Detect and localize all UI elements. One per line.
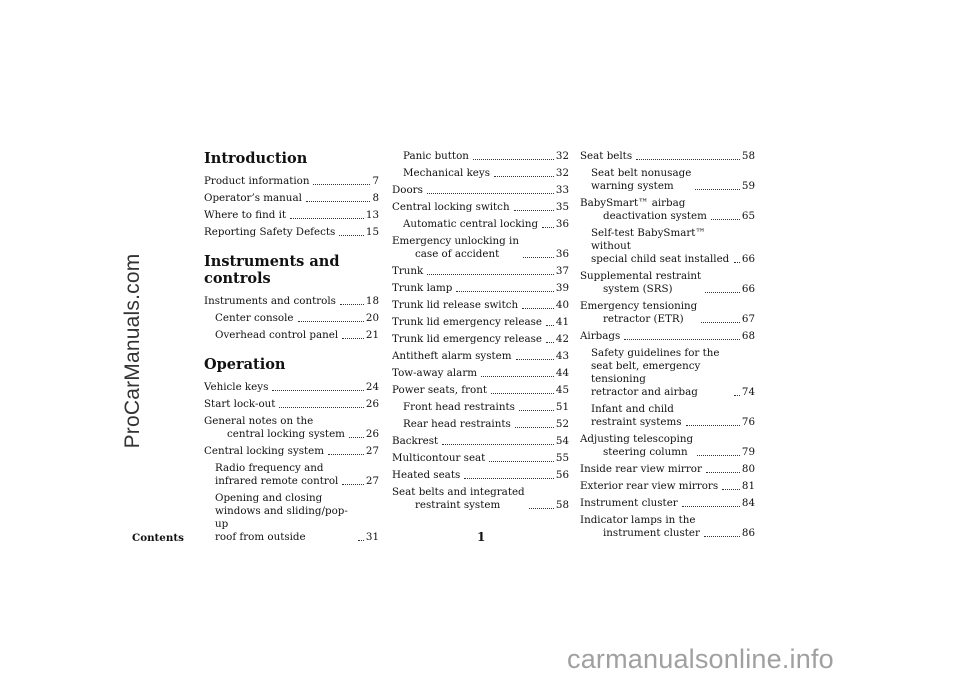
section-heading: Instruments and controls	[204, 253, 340, 287]
toc-entry[interactable]	[392, 350, 569, 363]
section-heading: Operation	[204, 356, 286, 373]
toc-entry-label: Opening and closing windows and sliding/pop-up roof from outside	[215, 492, 348, 543]
toc-entry-page: 13	[365, 209, 379, 221]
toc-entry-page: 32	[555, 167, 569, 179]
toc-entry-page: 24	[365, 381, 379, 393]
dot-leader	[306, 201, 371, 202]
toc-entry-label: General notes on the central locking system	[204, 415, 345, 440]
dot-leader	[272, 390, 364, 391]
dot-leader	[290, 218, 364, 219]
toc-entry-page: 7	[372, 175, 379, 187]
toc-entry-page: 33	[555, 184, 569, 196]
toc-entry[interactable]	[392, 265, 569, 278]
toc-entry-page: 20	[365, 312, 379, 324]
toc-entry-page: 39	[555, 282, 569, 294]
toc-entry-label: Supplemental restraint system (SRS)	[580, 270, 702, 295]
dot-leader	[427, 274, 554, 275]
toc-entry-page: 42	[555, 333, 569, 345]
dot-leader	[624, 339, 740, 340]
toc-entry-page: 44	[555, 367, 569, 379]
dot-leader	[342, 338, 364, 339]
toc-entry[interactable]	[204, 462, 379, 488]
toc-entry-page: 84	[741, 497, 755, 509]
dot-leader	[519, 410, 554, 411]
toc-entry-label: Seat belts and integrated restraint system	[392, 486, 525, 511]
dot-leader	[313, 184, 370, 185]
toc-entry[interactable]	[580, 227, 755, 266]
section-heading: Introduction	[204, 150, 308, 167]
toc-entry[interactable]	[204, 295, 379, 308]
toc-entry-page: 26	[365, 398, 379, 410]
toc-entry[interactable]	[392, 435, 569, 448]
toc-entry-label: Center console	[215, 312, 294, 324]
dot-leader	[442, 444, 554, 445]
dot-leader	[529, 508, 554, 509]
toc-entry-page: 45	[555, 384, 569, 396]
toc-entry-label: Operator’s manual	[204, 192, 302, 204]
dot-leader	[298, 321, 364, 322]
toc-entry-page: 81	[741, 480, 755, 492]
toc-entry[interactable]	[204, 329, 379, 342]
toc-entry-label: Central locking switch	[392, 201, 510, 213]
dot-leader	[682, 506, 740, 507]
dot-leader	[456, 291, 554, 292]
toc-entry-label: Doors	[392, 184, 423, 196]
footer-page-number: 1	[477, 530, 486, 544]
toc-entry-label: Adjusting telescoping steering column	[580, 433, 694, 458]
toc-entry[interactable]	[580, 167, 755, 193]
toc-entry-page: 56	[555, 469, 569, 481]
toc-entry-label: Vehicle keys	[204, 381, 269, 393]
toc-entry-label: Power seats, front	[392, 384, 487, 396]
toc-entry-label: Backrest	[392, 435, 439, 447]
dot-leader	[701, 322, 740, 323]
toc-entry-page: 51	[555, 401, 569, 413]
toc-entry[interactable]	[392, 333, 569, 346]
toc-entry[interactable]	[392, 316, 569, 329]
toc-entry-page: 27	[365, 445, 379, 457]
dot-leader	[711, 219, 740, 220]
toc-entry-label: Trunk lamp	[392, 282, 453, 294]
toc-entry-page: 43	[555, 350, 569, 362]
toc-entry-label: Exterior rear view mirrors	[580, 480, 719, 492]
toc-entry-page: 68	[741, 330, 755, 342]
dot-leader	[494, 176, 554, 177]
toc-entry-page: 21	[365, 329, 379, 341]
dot-leader	[464, 478, 554, 479]
toc-entry-page: 27	[365, 475, 379, 487]
toc-entry[interactable]	[204, 175, 379, 188]
side-watermark: ProCarManuals.com	[121, 253, 144, 449]
toc-entry[interactable]	[204, 398, 379, 411]
dot-leader	[342, 484, 364, 485]
toc-entry[interactable]	[392, 452, 569, 465]
dot-leader	[515, 427, 554, 428]
toc-entry-page: 66	[741, 283, 755, 295]
toc-entry-page: 52	[555, 418, 569, 430]
dot-leader	[328, 454, 364, 455]
toc-entry-page: 37	[555, 265, 569, 277]
toc-entry-page: 66	[741, 253, 755, 265]
toc-entry-label: BabySmart™ airbag deactivation system	[580, 197, 707, 222]
dot-leader	[546, 342, 554, 343]
toc-entry-page: 58	[555, 499, 569, 511]
toc-entry[interactable]	[204, 415, 379, 441]
dot-leader	[491, 393, 554, 394]
dot-leader	[349, 437, 364, 438]
dot-leader	[514, 210, 554, 211]
toc-entry-label: Reporting Safety Defects	[204, 226, 336, 238]
toc-entry-label: Self-test BabySmart™ without special child seat installed	[591, 227, 730, 265]
dot-leader	[722, 489, 740, 490]
toc-entry[interactable]	[580, 433, 755, 459]
toc-column-1	[204, 150, 379, 548]
toc-entry[interactable]	[392, 418, 569, 431]
toc-entry[interactable]	[392, 282, 569, 295]
toc-entry-label: Central locking system	[204, 445, 325, 457]
toc-entry-page: 15	[365, 226, 379, 238]
toc-entry[interactable]	[392, 167, 569, 180]
dot-leader	[481, 376, 554, 377]
toc-entry-label: Tow-away alarm	[392, 367, 477, 379]
dot-leader	[473, 159, 554, 160]
toc-entry-label: Seat belt nonusage warning system	[591, 167, 692, 192]
toc-entry-label: Seat belts	[580, 150, 633, 162]
toc-entry[interactable]	[204, 192, 379, 205]
dot-leader	[697, 455, 740, 456]
toc-entry-page: 79	[741, 446, 755, 458]
toc-entry-page: 76	[741, 416, 755, 428]
toc-entry[interactable]	[392, 150, 569, 163]
toc-entry[interactable]	[580, 330, 755, 343]
toc-entry[interactable]	[204, 445, 379, 458]
toc-entry-label: Rear head restraints	[403, 418, 511, 430]
dot-leader	[516, 359, 554, 360]
toc-entry[interactable]	[580, 403, 755, 429]
toc-entry[interactable]	[204, 381, 379, 394]
toc-entry-page: 74	[741, 386, 755, 398]
toc-entry-page: 26	[365, 428, 379, 440]
dot-leader	[427, 193, 554, 194]
toc-entry-page: 80	[741, 463, 755, 475]
toc-entry-label: Heated seats	[392, 469, 461, 481]
toc-entry[interactable]	[392, 201, 569, 214]
dot-leader	[340, 304, 364, 305]
toc-entry-page: 41	[555, 316, 569, 328]
toc-entry-label: Product information	[204, 175, 310, 187]
toc-entry-label: Start lock-out	[204, 398, 276, 410]
dot-leader	[523, 257, 554, 258]
toc-entry[interactable]	[580, 150, 755, 163]
toc-entry[interactable]	[580, 347, 755, 399]
toc-entry[interactable]	[580, 463, 755, 476]
toc-entry-page: 36	[555, 248, 569, 260]
toc-entry-page: 67	[741, 313, 755, 325]
toc-entry[interactable]	[580, 480, 755, 493]
toc-entry-page: 18	[365, 295, 379, 307]
toc-entry-label: Antitheft alarm system	[392, 350, 512, 362]
dot-leader	[704, 536, 740, 537]
toc-entry[interactable]	[204, 492, 379, 544]
toc-entry[interactable]	[580, 514, 755, 540]
toc-entry-label: Overhead control panel	[215, 329, 339, 341]
dot-leader	[279, 407, 363, 408]
dot-leader	[686, 425, 740, 426]
toc-entry-label: Mechanical keys	[403, 167, 491, 179]
toc-entry-label: Multicontour seat	[392, 452, 486, 464]
toc-entry[interactable]	[392, 469, 569, 482]
toc-entry[interactable]	[392, 384, 569, 397]
toc-column-3	[580, 150, 755, 544]
footer-section-label: Contents	[132, 532, 184, 544]
toc-entry[interactable]	[580, 270, 755, 296]
toc-entry-page: 36	[555, 218, 569, 230]
toc-entry-page: 86	[741, 527, 755, 539]
toc-entry-label: Instrument cluster	[580, 497, 678, 509]
toc-entry-page: 55	[555, 452, 569, 464]
dot-leader	[358, 540, 364, 541]
toc-entry-page: 32	[555, 150, 569, 162]
toc-entry[interactable]	[392, 218, 569, 231]
toc-entry[interactable]	[392, 235, 569, 261]
toc-entry-page: 35	[555, 201, 569, 213]
toc-entry[interactable]	[392, 486, 569, 512]
toc-entry[interactable]	[580, 197, 755, 223]
toc-entry-label: Inside rear view mirror	[580, 463, 702, 475]
dot-leader	[522, 308, 554, 309]
dot-leader	[546, 325, 554, 326]
toc-entry[interactable]	[204, 226, 379, 239]
toc-entry-page: 59	[741, 180, 755, 192]
dot-leader	[542, 227, 554, 228]
dot-leader	[734, 395, 740, 396]
toc-entry-label: Where to find it	[204, 209, 287, 221]
toc-entry-page: 40	[555, 299, 569, 311]
toc-entry-label: Safety guidelines for the seat belt, emergency tensioning retractor and airbag	[591, 347, 720, 398]
toc-entry-label: Emergency tensioning retractor (ETR)	[580, 300, 698, 325]
dot-leader	[734, 262, 740, 263]
dot-leader	[636, 159, 740, 160]
toc-entry-page: 54	[555, 435, 569, 447]
dot-leader	[489, 461, 554, 462]
toc-entry-label: Trunk	[392, 265, 424, 277]
toc-entry-label: Trunk lid release switch	[392, 299, 519, 311]
dot-leader	[339, 235, 364, 236]
toc-entry-label: Instruments and controls	[204, 295, 336, 307]
toc-entry-label: Infant and child restraint systems	[591, 403, 682, 428]
toc-entry-label: Trunk lid emergency release	[392, 316, 542, 328]
toc-entry-page: 58	[741, 150, 755, 162]
toc-entry-page: 65	[741, 210, 755, 222]
toc-entry-label: Panic button	[403, 150, 469, 162]
toc-entry[interactable]	[204, 312, 379, 325]
toc-entry[interactable]	[580, 300, 755, 326]
bottom-watermark: carmanualsonline.info	[567, 644, 834, 674]
toc-entry[interactable]	[580, 497, 755, 510]
toc-column-2	[392, 150, 569, 516]
toc-entry-page: 8	[372, 192, 379, 204]
toc-entry[interactable]	[204, 209, 379, 222]
toc-entry[interactable]	[392, 367, 569, 380]
toc-entry-label: Radio frequency and infrared remote control	[215, 462, 339, 487]
dot-leader	[706, 472, 740, 473]
dot-leader	[705, 292, 740, 293]
toc-entry-label: Airbags	[580, 330, 621, 342]
toc-entry-page: 31	[365, 531, 379, 543]
toc-entry-label: Indicator lamps in the instrument cluster	[580, 514, 700, 539]
toc-entry[interactable]	[392, 401, 569, 414]
toc-entry-label: Emergency unlocking in case of accident	[392, 235, 519, 260]
toc-entry-label: Automatic central locking	[403, 218, 539, 230]
toc-entry[interactable]	[392, 184, 569, 197]
toc-entry-label: Trunk lid emergency release	[392, 333, 542, 345]
dot-leader	[695, 189, 740, 190]
toc-entry-label: Front head restraints	[403, 401, 515, 413]
toc-entry[interactable]	[392, 299, 569, 312]
